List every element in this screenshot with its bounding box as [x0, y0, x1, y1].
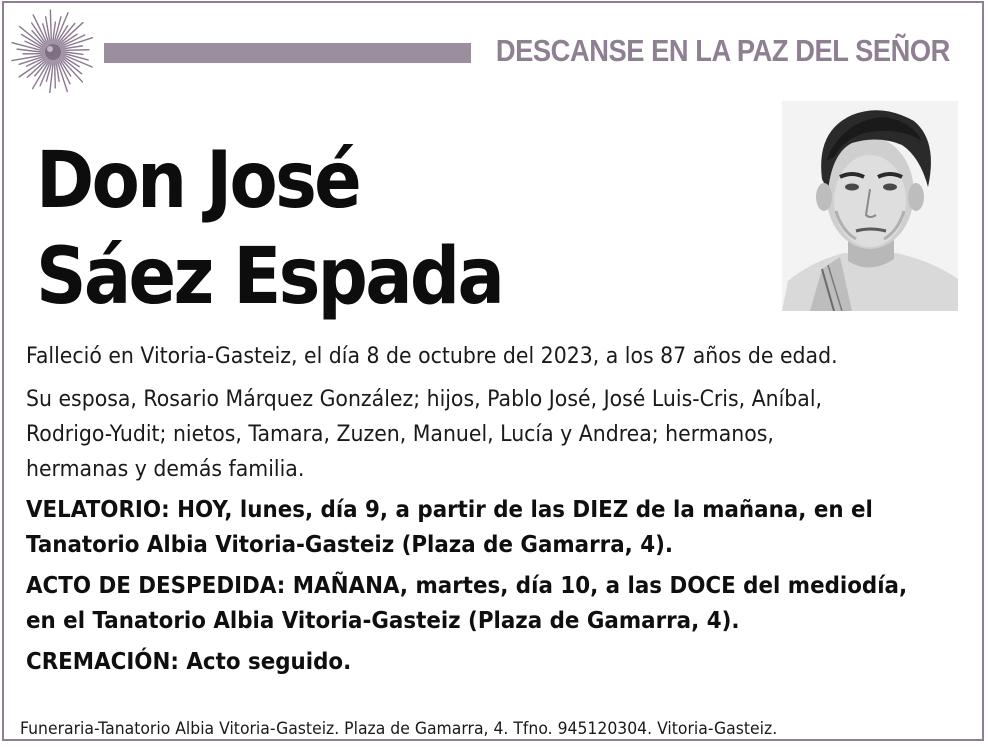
notice-body [26, 339, 956, 685]
header-divider-bar [104, 43, 471, 63]
deceased-name [36, 133, 502, 325]
wake-paragraph [26, 493, 956, 563]
family-paragraph [26, 382, 956, 487]
family-line-2: Rodrigo-Yudit; nietos, Tamara, Zuzen, Manuel, Lucía y Andrea; hermanos, [26, 417, 891, 452]
farewell-line-2: en el Tanatorio Albia Vitoria-Gasteiz (Plaza de Gamarra, 4). [26, 604, 891, 639]
family-line-3: hermanas y demás familia. [26, 452, 891, 487]
portrait-illustration [782, 101, 958, 311]
obituary-notice [2, 1, 984, 741]
death-notice-line: Falleció en Vitoria-Gasteiz, el día 8 de octubre del 2023, a los 87 años de edad. [26, 339, 891, 374]
deceased-name-line-1: Don José [36, 133, 502, 229]
thistle-flower-icon [10, 9, 96, 93]
farewell-paragraph [26, 569, 956, 639]
header-motto: DESCANSE EN LA PAZ DEL SEÑOR [496, 33, 950, 69]
wake-line-2: Tanatorio Albia Vitoria-Gasteiz (Plaza de Gamarra, 4). [26, 528, 891, 563]
deceased-name-line-2: Sáez Espada [36, 229, 502, 325]
family-line-1: Su esposa, Rosario Márquez González; hijos, Pablo José, José Luis-Cris, Aníbal, [26, 382, 891, 417]
portrait-photo [782, 101, 958, 311]
funeral-home-footer: Funeraria-Tanatorio Albia Vitoria-Gasteiz. Plaza de Gamarra, 4. Tfno. 945120304. Vitoria-Gasteiz. [20, 719, 777, 739]
wake-line-1: VELATORIO: HOY, lunes, día 9, a partir de las DIEZ de la mañana, en el [26, 493, 891, 528]
farewell-line-1: ACTO DE DESPEDIDA: MAÑANA, martes, día 10, a las DOCE del mediodía, [26, 569, 891, 604]
cremation-line: CREMACIÓN: Acto seguido. [26, 645, 891, 680]
